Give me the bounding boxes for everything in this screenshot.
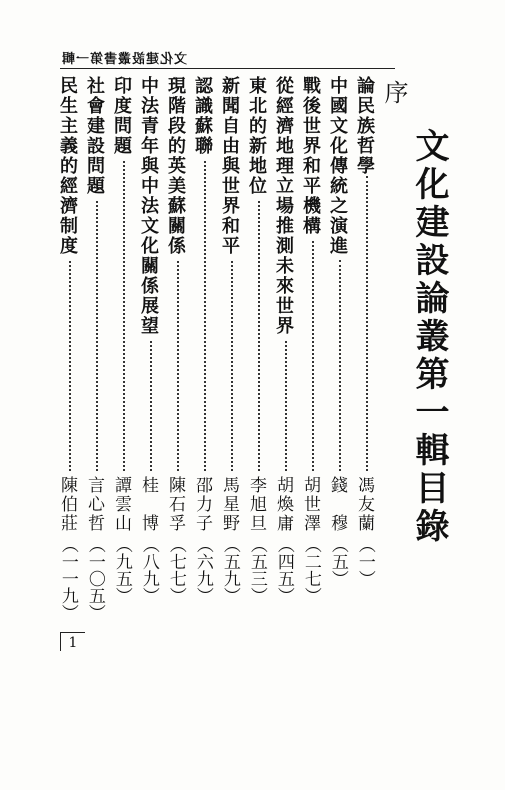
entry-title: 印度問題 bbox=[111, 76, 132, 156]
entry-page: （一一九） bbox=[57, 536, 78, 621]
dot-leader bbox=[258, 201, 260, 471]
entry-author: 言心哲 bbox=[84, 476, 104, 533]
dot-leader bbox=[231, 261, 233, 471]
dot-leader bbox=[339, 260, 341, 471]
dot-leader bbox=[150, 341, 152, 471]
toc-entry bbox=[58, 76, 82, 621]
toc-entry bbox=[112, 76, 136, 621]
toc-entry bbox=[247, 76, 271, 621]
dot-leader bbox=[285, 341, 287, 471]
entry-author: 胡煥庸 bbox=[273, 476, 293, 533]
entry-page: （二七） bbox=[300, 536, 321, 604]
toc-entry bbox=[355, 76, 379, 621]
entry-author: 馬星野 bbox=[219, 476, 239, 533]
entry-title: 認識蘇聯 bbox=[192, 76, 213, 156]
entry-page: （七七） bbox=[165, 536, 186, 604]
dot-leader bbox=[366, 176, 368, 471]
entry-author: 李旭旦 bbox=[246, 476, 266, 533]
toc-entry bbox=[328, 76, 352, 621]
toc-entry bbox=[85, 76, 109, 621]
entry-author: 錢 穆 bbox=[327, 476, 347, 533]
dot-leader bbox=[312, 241, 314, 471]
entry-title: 東北的新地位 bbox=[246, 76, 267, 196]
dot-leader bbox=[96, 201, 98, 471]
entry-title: 社會建設問題 bbox=[84, 76, 105, 196]
entry-page: （九五） bbox=[111, 536, 132, 604]
entry-page: （六九） bbox=[192, 536, 213, 604]
dot-leader bbox=[69, 261, 71, 471]
dot-leader bbox=[177, 261, 179, 471]
entry-author: 馮友蘭 bbox=[354, 476, 374, 533]
toc-entry bbox=[193, 76, 217, 621]
entry-page: （一〇五） bbox=[84, 536, 105, 621]
entry-title: 民生主義的經濟制度 bbox=[57, 76, 78, 256]
preface-entry: 序 bbox=[380, 80, 408, 104]
toc-entry bbox=[166, 76, 190, 621]
entry-page: （四五） bbox=[273, 536, 294, 604]
entry-page: （五） bbox=[327, 536, 348, 587]
entry-page: （一） bbox=[354, 536, 375, 587]
running-header: 文化建設叢書第一輯 bbox=[61, 52, 188, 67]
entry-author: 陳伯莊 bbox=[57, 476, 77, 533]
entry-author: 胡世澤 bbox=[300, 476, 320, 533]
toc-entry bbox=[301, 76, 325, 621]
entry-page: （五三） bbox=[246, 536, 267, 604]
entry-title: 中國文化傳統之演進 bbox=[327, 76, 348, 256]
toc-title: 文化建設論叢第一輯目錄 bbox=[409, 128, 449, 546]
entry-author: 邵力子 bbox=[192, 476, 212, 533]
toc-entry bbox=[220, 76, 244, 621]
dot-leader bbox=[123, 161, 125, 471]
entry-title: 論民族哲學 bbox=[354, 76, 375, 176]
folio-page-number: 1 bbox=[60, 632, 85, 651]
entry-title: 戰後世界和平機構 bbox=[300, 76, 321, 236]
entry-page: （五九） bbox=[219, 536, 240, 604]
entry-title: 現階段的英美蘇關係 bbox=[165, 76, 186, 256]
entry-title: 中法青年與中法文化關係展望 bbox=[138, 76, 159, 336]
entry-title: 新聞自由與世界和平 bbox=[219, 76, 240, 256]
dot-leader bbox=[204, 161, 206, 471]
toc-entry bbox=[139, 76, 163, 621]
entry-title: 從經濟地理立場推測未來世界 bbox=[273, 76, 294, 336]
entry-author: 陳石孚 bbox=[165, 476, 185, 533]
entry-author: 譚雲山 bbox=[111, 476, 131, 533]
header-rule bbox=[60, 68, 395, 69]
toc-entry bbox=[274, 76, 298, 621]
entry-author: 桂 博 bbox=[138, 476, 158, 533]
entry-page: （八九） bbox=[138, 536, 159, 604]
